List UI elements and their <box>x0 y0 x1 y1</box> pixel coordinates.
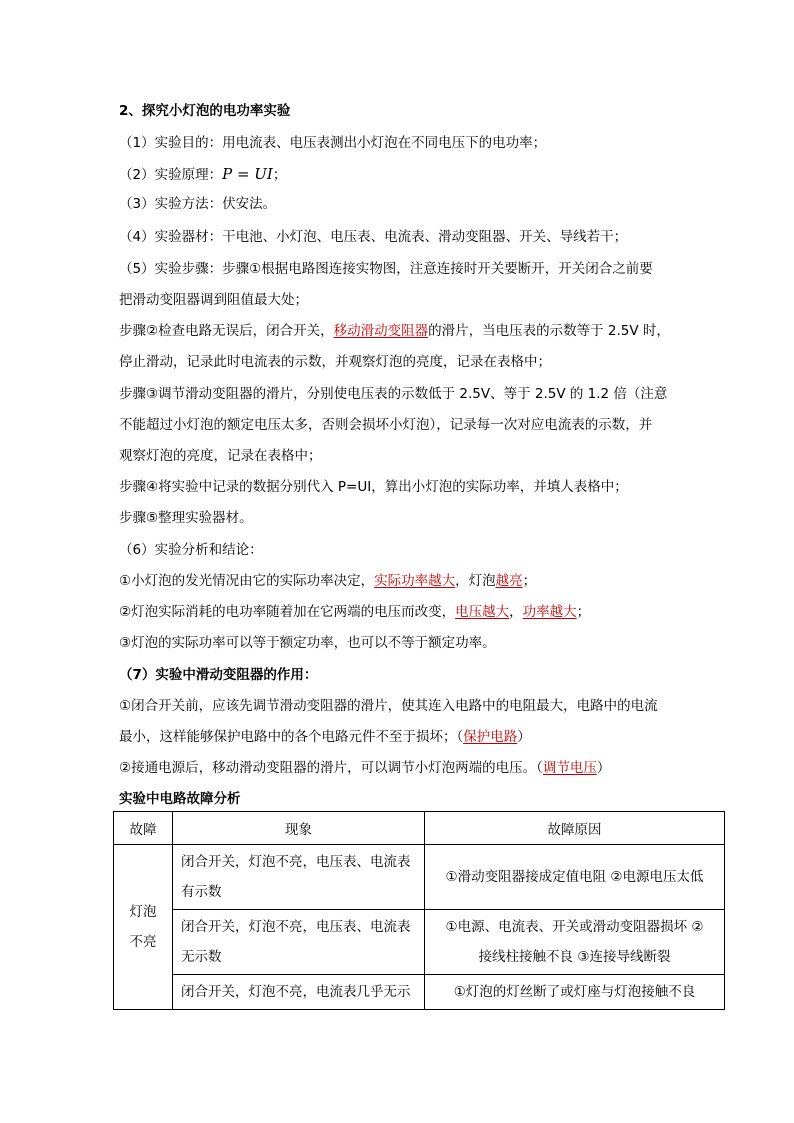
table-row <box>114 975 725 1010</box>
fault-table-title: 实验中电路故障分析 <box>119 791 241 807</box>
step4-line: 步骤④将实验中记录的数据分别代入 P=UI，算出小灯泡的实际功率，并填人表格中； <box>119 479 628 495</box>
r2-text-a: ②接通电源后，移动滑动变阻器的滑片，可以调节小灯泡两端的电压。（ <box>119 760 543 776</box>
phenomenon-cell: 闭合开关，灯泡不亮，电流表几乎无示 <box>173 975 425 1010</box>
step3-line-2: 不能超过小灯泡的额定电压太多，否则会损坏小灯泡），记录每一次对应电流表的示数，并 <box>119 417 653 433</box>
conclusion-1 <box>119 572 536 590</box>
r2-text-b: ） <box>596 760 611 776</box>
rheostat-1-line-1: ①闭合开关前，应该先调节滑动变阻器的滑片，使其连入电路中的电阻最大，电路中的电流 <box>119 698 658 714</box>
c2-highlight-2: 功率越大 <box>522 604 577 620</box>
c1-highlight-2: 越亮 <box>495 573 523 589</box>
c1-highlight-1: 实际功率越大 <box>374 573 456 589</box>
method-line: （3）实验方法：伏安法。 <box>119 196 277 212</box>
cause-cell: ①灯泡的灯丝断了或灯座与灯泡接触不良 <box>425 975 725 1010</box>
c1-text-c: ； <box>522 573 537 589</box>
phenomenon-cell: 闭合开关，灯泡不亮，电压表、电流表无示数 <box>173 910 425 975</box>
step2-text-b: 的滑片，当电压表的示数等于 2.5V 时， <box>428 323 670 339</box>
step2-highlight: 移动滑动变阻器 <box>333 323 429 339</box>
step2-text-a: 步骤②检查电路无误后，闭合开关， <box>119 323 334 339</box>
step3-line-1: 步骤③调节滑动变阻器的滑片，分别使电压表的示数低于 2.5V、等于 2.5V 的 1.2 倍（注意 <box>119 386 668 402</box>
principle-line <box>119 165 286 184</box>
rheostat-1-line-2 <box>119 728 531 746</box>
steps-line-1: （5）实验步骤：步骤①根据电路图连接实物图，注意连接时开关要断开，开关闭合之前要 <box>119 261 653 277</box>
analysis-title: （6）实验分析和结论： <box>119 542 263 558</box>
phenomenon-cell: 闭合开关，灯泡不亮，电压表、电流表有示数 <box>173 845 425 910</box>
header-phenomenon: 现象 <box>173 812 425 845</box>
c1-text-a: ①小灯泡的发光情况由它的实际功率决定， <box>119 573 375 589</box>
table-row <box>114 845 725 910</box>
c2-text-b: ， <box>509 604 523 620</box>
step2-line-1 <box>119 322 670 340</box>
power-formula: P = UI <box>222 165 273 183</box>
c2-highlight-1: 电压越大 <box>455 604 510 620</box>
conclusion-2 <box>119 603 590 621</box>
steps-line-2: 把滑动变阻器调到阻值最大处； <box>119 292 308 308</box>
step5-line: 步骤⑤整理实验器材。 <box>119 510 253 526</box>
r1-text-a: 最小，这样能够保护电路中的各个电路元件不至于损坏；（ <box>119 729 464 745</box>
fault-table <box>113 811 725 1010</box>
r1-text-b: ） <box>517 729 531 745</box>
c2-text-c: ； <box>576 604 591 620</box>
fault-cell: 灯泡不亮 <box>114 845 173 1010</box>
c2-text-a: ②灯泡实际消耗的电功率随着加在它两端的电压而改变， <box>119 604 456 620</box>
c1-text-b: ，灯泡 <box>455 573 496 589</box>
table-header-row <box>114 812 725 845</box>
table-row <box>114 910 725 975</box>
rheostat-2-line <box>119 759 610 777</box>
purpose-line: （1）实验目的：用电流表、电压表测出小灯泡在不同电压下的电功率； <box>119 135 547 151</box>
cause-cell: ①滑动变阻器接成定值电阻 ②电源电压太低 <box>425 845 725 910</box>
principle-label: （2）实验原理： <box>119 167 223 183</box>
r2-highlight: 调节电压 <box>542 760 597 776</box>
principle-end: ； <box>272 167 287 183</box>
header-cause: 故障原因 <box>425 812 725 845</box>
step2-line-2: 停止滑动，记录此时电流表的示数，并观察灯泡的亮度，记录在表格中； <box>119 354 551 370</box>
r1-highlight: 保护电路 <box>463 729 518 745</box>
header-fault: 故障 <box>114 812 173 845</box>
step3-line-3: 观察灯泡的亮度，记录在表格中； <box>119 448 322 464</box>
equipment-line: （4）实验器材：干电池、小灯泡、电压表、电流表、滑动变阻器、开关、导线若干； <box>119 229 628 245</box>
conclusion-3: ③灯泡的实际功率可以等于额定功率，也可以不等于额定功率。 <box>119 635 496 651</box>
section-title: 2、探究小灯泡的电功率实验 <box>119 103 291 119</box>
cause-cell: ①电源、电流表、开关或滑动变阻器损坏 ②接线柱接触不良 ③连接导线断裂 <box>425 910 725 975</box>
rheostat-title: （7）实验中滑动变阻器的作用： <box>119 667 318 683</box>
